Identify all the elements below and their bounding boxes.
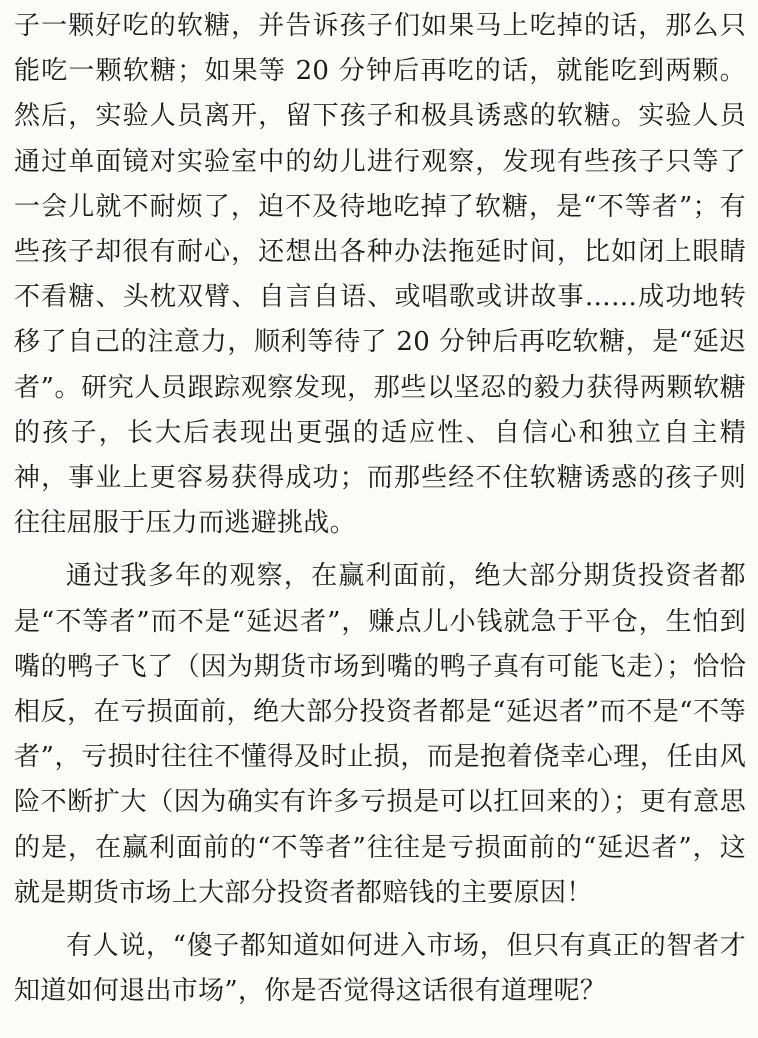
body-text — [14, 4, 746, 1014]
paragraph-marshmallow-experiment: 子一颗好吃的软糖，并告诉孩子们如果马上吃掉的话，那么只能吃一颗软糖；如果等 20 分钟后再吃的话，就能吃到两颗。然后，实验人员离开，留下孩子和极具诱惑的软糖。实验人员通过单面镜对实验室中的幼儿进行观察，发现有些孩子只等了一会儿就不耐烦了，迫不及待地吃掉了软糖，是“不等者”；有些孩子却很有耐心，还想出各种办法拖延时间，比如闭上眼睛不看糖、头枕双臂、自言自语、或唱歌或讲故事……成功地转移了自己的注意力，顺利等待了 20 分钟后再吃软糖，是“延迟者”。研究人员跟踪观察发现，那些以坚忍的毅力获得两颗软糖的孩子，长大后表现出更强的适应性、自信心和独立自主精神，事业上更容易获得成功；而那些经不住软糖诱惑的孩子则往往屈服于压力而逃避挑战。 — [14, 11, 746, 539]
paragraph-closing-question: 有人说，“傻子都知道如何进入市场，但只有真正的智者才知道如何退出市场”，你是否觉得这话很有道理呢？ — [14, 931, 746, 1007]
paragraph-futures-observation: 通过我多年的观察，在赢利面前，绝大部分期货投资者都是“不等者”而不是“延迟者”，赚点儿小钱就急于平仓，生怕到嘴的鸭子飞了（因为期货市场到嘴的鸭子真有可能飞走）；恰恰相反，在亏损面前，绝大部分投资者都是“延迟者”而不是“不等者”，亏损时往往不懂得及时止损，而是抱着侥幸心理，任由风险不断扩大（因为确实有许多亏损是可以扛回来的）；更有意思的是，在赢利面前的“不等者”往往是亏损面前的“延迟者”，这就是期货市场上大部分投资者都赔钱的主要原因！ — [14, 561, 746, 908]
